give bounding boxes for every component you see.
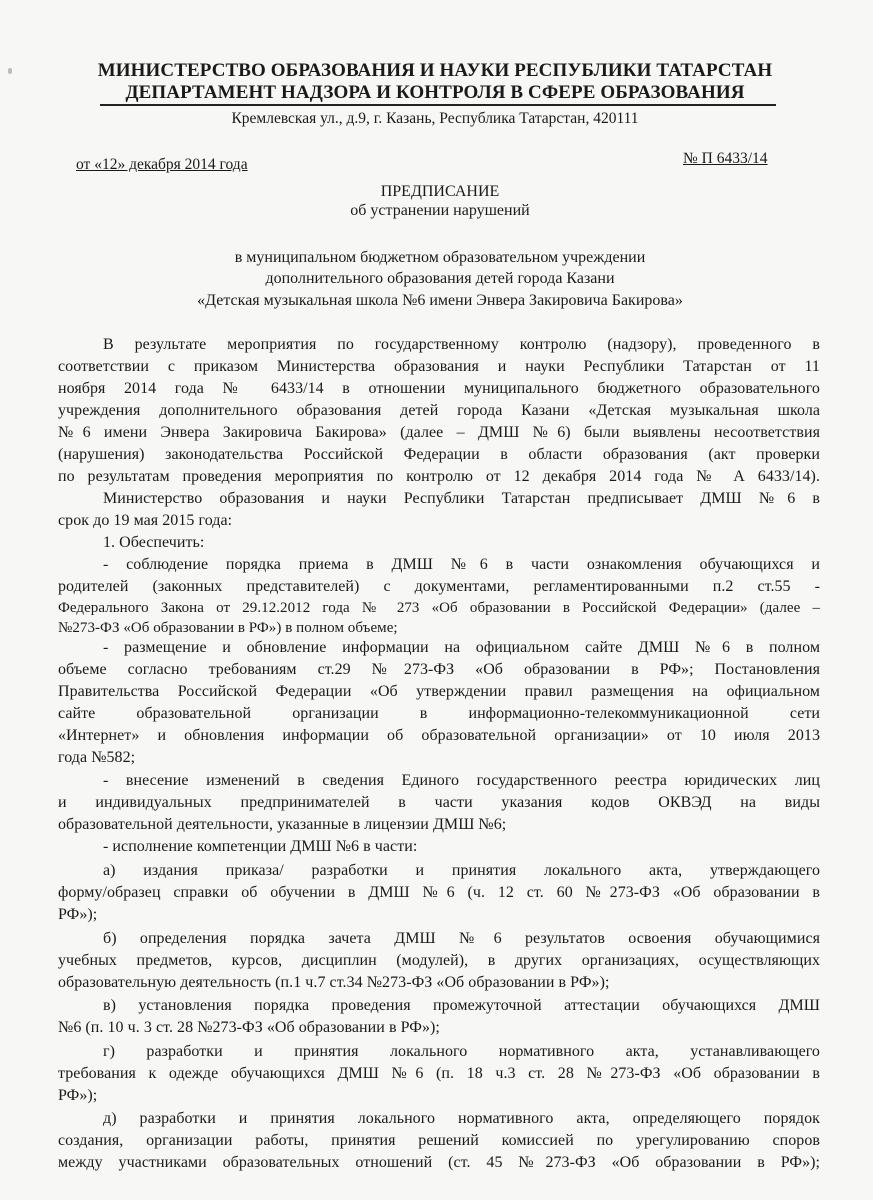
paragraph-line: ноября 2014 года № 6433/14 в отношении муниципального бюджетного образовательного	[58, 380, 820, 397]
paragraph-line: требования к одежде обучающихся ДМШ №6 (п. 18 ч.3 ст. 28 №273-ФЗ «Об образовании в	[58, 1065, 820, 1082]
document-number: № П 6433/14	[683, 150, 768, 167]
paragraph-line: форму/образец справки об обучении в ДМШ №6 (ч. 12 ст. 60 №273-ФЗ «Об образовании в	[58, 884, 820, 901]
paragraph-line: №6 (п. 10 ч. 3 ст. 28 №273-ФЗ «Об образовании в РФ»);	[58, 1019, 440, 1036]
document-title: ПРЕДПИСАНИЕ	[380, 183, 500, 200]
paragraph-line: г) разработки и принятия локального нормативного акта, устанавливающего	[103, 1043, 820, 1060]
institution-line: в муниципальном бюджетном образовательном учреждении	[234, 249, 646, 266]
paragraph-line: В результате мероприятия по государственному контролю (надзору), проведенного в	[103, 336, 820, 353]
paragraph-line: объеме согласно требованиям ст.29 №273-ФЗ «Об образовании в РФ»; Постановления	[58, 661, 820, 678]
paragraph-line: Федерального Закона от 29.12.2012 года № 273 «Об образовании в Российской Федерации» (далее –	[58, 600, 820, 616]
paragraph-line: б) определения порядка зачета ДМШ №6 результатов освоения обучающимися	[103, 930, 820, 947]
paragraph-line: РФ»);	[58, 906, 98, 923]
paragraph-line: создания, организации работы, принятия решений комиссией по урегулированию споров	[58, 1132, 820, 1149]
paragraph-line: №273-ФЗ «Об образовании в РФ») в полном объеме;	[58, 620, 398, 636]
scan-artifact	[8, 68, 12, 74]
paragraph-line: - размещение и обновление информации на официальном сайте ДМШ №6 в полном	[103, 639, 820, 656]
header-rule	[100, 104, 776, 106]
paragraph-line: «Интернет» и обновления информации об образовательной организации» от 10 июля 2013	[58, 727, 820, 744]
paragraph-line: по результатам проведения мероприятия по контролю от 12 декабря 2014 года № А 6433/14).	[58, 468, 820, 485]
paragraph-line: д) разработки и принятия локального нормативного акта, определяющего порядок	[103, 1110, 820, 1127]
paragraph-line: образовательной деятельности, указанные в лицензии ДМШ №6;	[58, 816, 507, 833]
paragraph-line: - внесение изменений в сведения Единого государственного реестра юридических лиц	[103, 772, 820, 789]
paragraph-line: сайте образовательной организации в информационно-телекоммуникационной сети	[58, 705, 820, 722]
paragraph-line: а) издания приказа/ разработки и принятия локального акта, утверждающего	[103, 862, 820, 879]
paragraph-line: №6 имени Энвера Закировича Бакирова» (далее – ДМШ №6) были выявлены несоответствия	[58, 424, 820, 441]
paragraph-line: родителей (законных представителей) с документами, регламентированными п.2 ст.55 -	[58, 578, 820, 595]
paragraph-line: учреждения дополнительного образования детей города Казани «Детская музыкальная школа	[58, 402, 820, 419]
paragraph-line: учебных предметов, курсов, дисциплин (модулей), в других организациях, осуществляющих	[58, 952, 820, 969]
paragraph-line: - исполнение компетенции ДМШ №6 в части:	[103, 838, 418, 855]
document-subtitle: об устранении нарушений	[350, 202, 530, 219]
paragraph-line: соответствии с приказом Министерства образования и науки Республики Татарстан от 11	[58, 358, 820, 375]
paragraph-line: Министерство образования и науки Республики Татарстан предписывает ДМШ №6 в	[103, 490, 820, 507]
paragraph-line: и индивидуальных предпринимателей в части указания кодов ОКВЭД на виды	[58, 794, 820, 811]
institution-line: дополнительного образования детей города Казани	[265, 270, 615, 287]
paragraph-line: (нарушения) законодательства Российской Федерации в области образования (акт проверки	[58, 446, 820, 463]
document-date: от «12» декабря 2014 года	[76, 156, 248, 173]
paragraph-line: года №582;	[58, 749, 136, 766]
institution-line: «Детская музыкальная школа №6 имени Энвера Закировича Бакирова»	[197, 292, 683, 309]
ministry-heading: МИНИСТЕРСТВО ОБРАЗОВАНИЯ И НАУКИ РЕСПУБЛИКИ ТАТАРСТАН	[97, 60, 773, 81]
paragraph-line: между участниками образовательных отношений (ст. 45 №273-ФЗ «Об образовании в РФ»);	[58, 1154, 820, 1171]
paragraph-line: РФ»);	[58, 1087, 98, 1104]
paragraph-line: Правительства Российской Федерации «Об утверждении правил размещения на официальном	[58, 683, 820, 700]
paragraph-line: срок до 19 мая 2015 года:	[58, 512, 233, 529]
paragraph-line: в) установления порядка проведения промежуточной аттестации обучающихся ДМШ	[103, 997, 820, 1014]
paragraph-line: - соблюдение порядка приема в ДМШ №6 в части ознакомления обучающихся и	[103, 556, 820, 573]
paragraph-line: образовательную деятельность (п.1 ч.7 ст.34 №273-ФЗ «Об образовании в РФ»);	[58, 974, 610, 991]
address-line: Кремлевская ул., д.9, г. Казань, Республика Татарстан, 420111	[231, 110, 639, 127]
department-heading: ДЕПАРТАМЕНТ НАДЗОРА И КОНТРОЛЯ В СФЕРЕ ОБРАЗОВАНИЯ	[125, 82, 745, 103]
list-heading: 1. Обеспечить:	[103, 534, 205, 551]
